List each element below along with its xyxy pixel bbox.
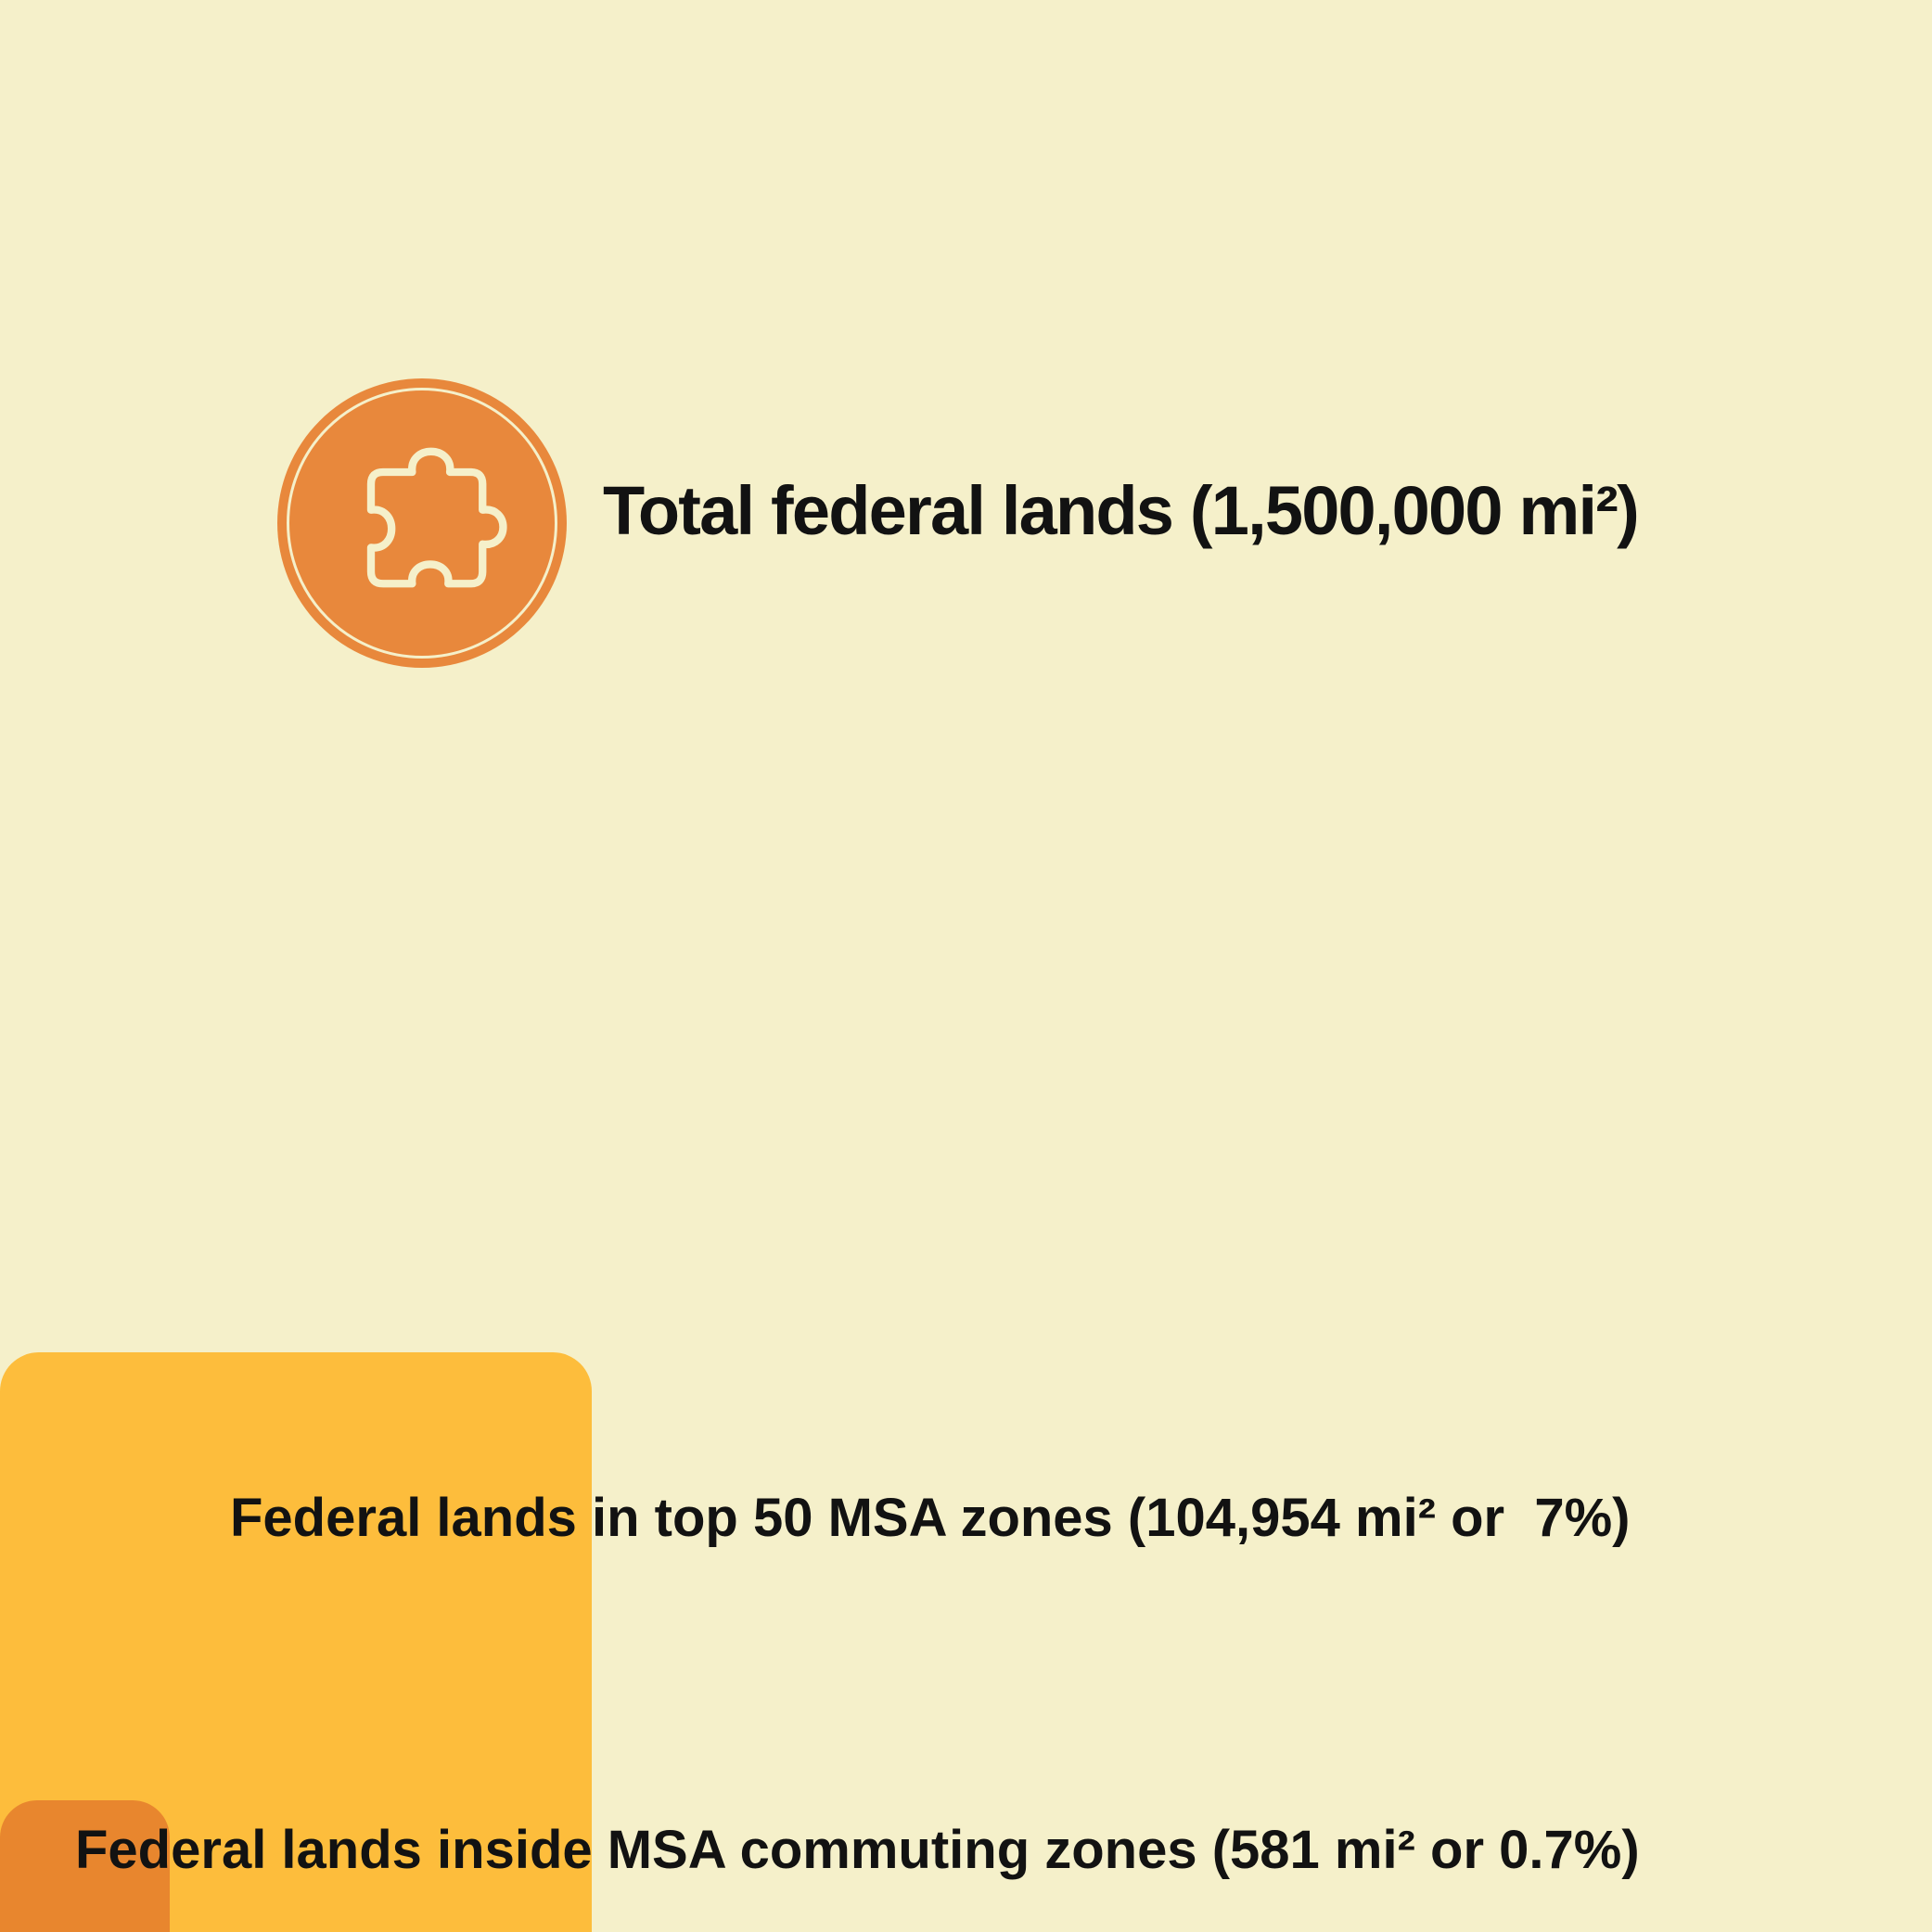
total-federal-lands-badge <box>277 378 567 668</box>
top50-msa-zones-label: Federal lands in top 50 MSA zones (104,954 mi² or 7%) <box>230 1488 1631 1548</box>
badge-ring <box>287 388 557 659</box>
total-federal-lands-label: Total federal lands (1,500,000 mi²) <box>603 472 1638 549</box>
msa-commuting-zones-label: Federal lands inside MSA commuting zones (581 mi² or 0.7%) <box>75 1820 1640 1880</box>
